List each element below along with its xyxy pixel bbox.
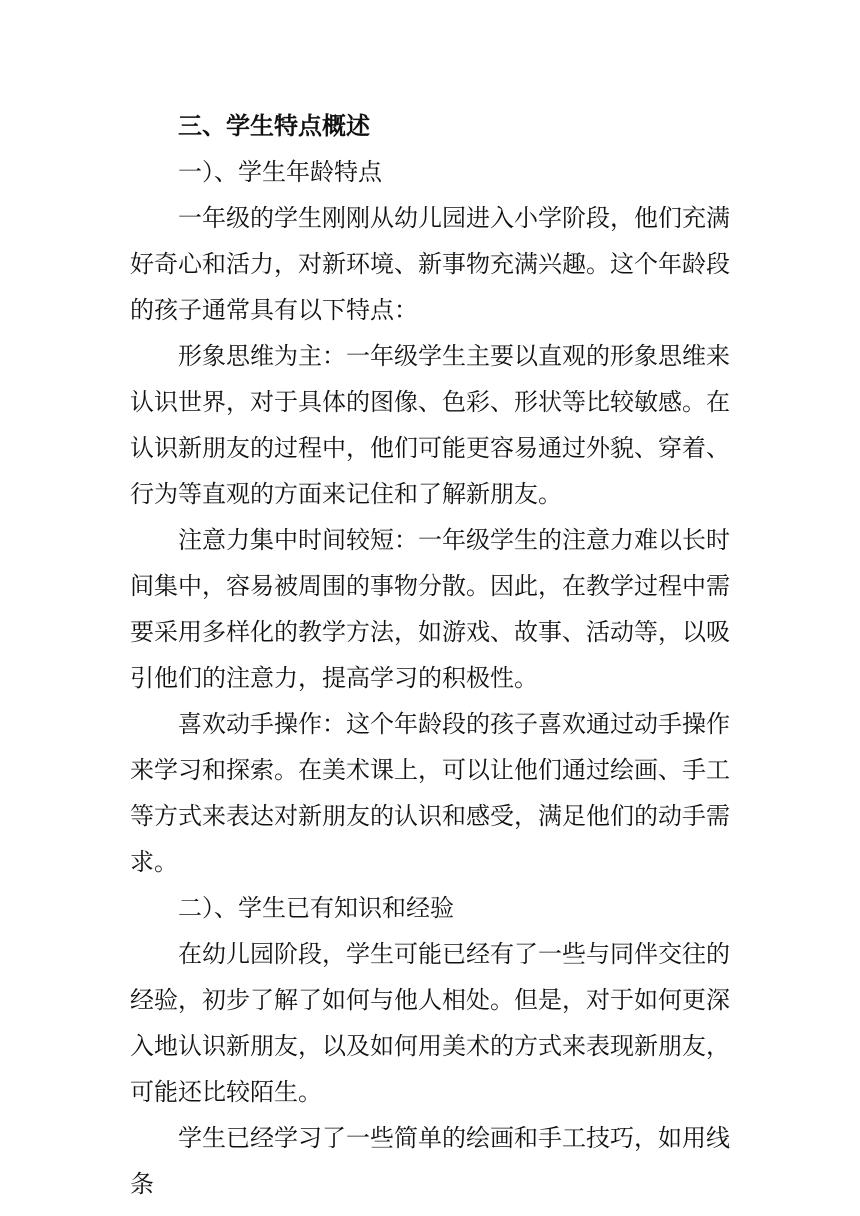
section-heading: 三、学生特点概述	[178, 111, 370, 140]
paragraph-skills: 学生已经学习了一些简单的绘画和手工技巧，如用线条	[130, 1124, 730, 1198]
paragraph-attention: 注意力集中时间较短：一年级学生的注意力难以长时间集中，容易被周围的事物分散。因此，在教学过程中需要采用多样化的教学方法，如游戏、故事、活动等，以吸引他们的注意力，提高学习的积极性。	[130, 526, 730, 692]
document-body	[130, 103, 730, 1207]
subsection-heading-knowledge: 二）、学生已有知识和经验	[178, 894, 454, 922]
paragraph-intro: 一年级的学生刚刚从幼儿园进入小学阶段，他们充满好奇心和活力，对新环境、新事物充满兴趣。这个年龄段的孩子通常具有以下特点：	[130, 204, 730, 324]
paragraph-visual-thinking: 形象思维为主：一年级学生主要以直观的形象思维来认识世界，对于具体的图像、色彩、形状等比较敏感。在认识新朋友的过程中，他们可能更容易通过外貌、穿着、行为等直观的方面来记住和了解新朋友。	[130, 342, 730, 508]
subsection-heading-age: 一）、学生年龄特点	[178, 158, 382, 186]
paragraph-kindergarten: 在幼儿园阶段，学生可能已经有了一些与同伴交往的经验，初步了解了如何与他人相处。但是，对于如何更深入地认识新朋友，以及如何用美术的方式来表现新朋友，可能还比较陌生。	[130, 940, 730, 1106]
paragraph-hands-on: 喜欢动手操作：这个年龄段的孩子喜欢通过动手操作来学习和探索。在美术课上，可以让他们通过绘画、手工等方式来表达对新朋友的认识和感受，满足他们的动手需求。	[130, 710, 730, 876]
